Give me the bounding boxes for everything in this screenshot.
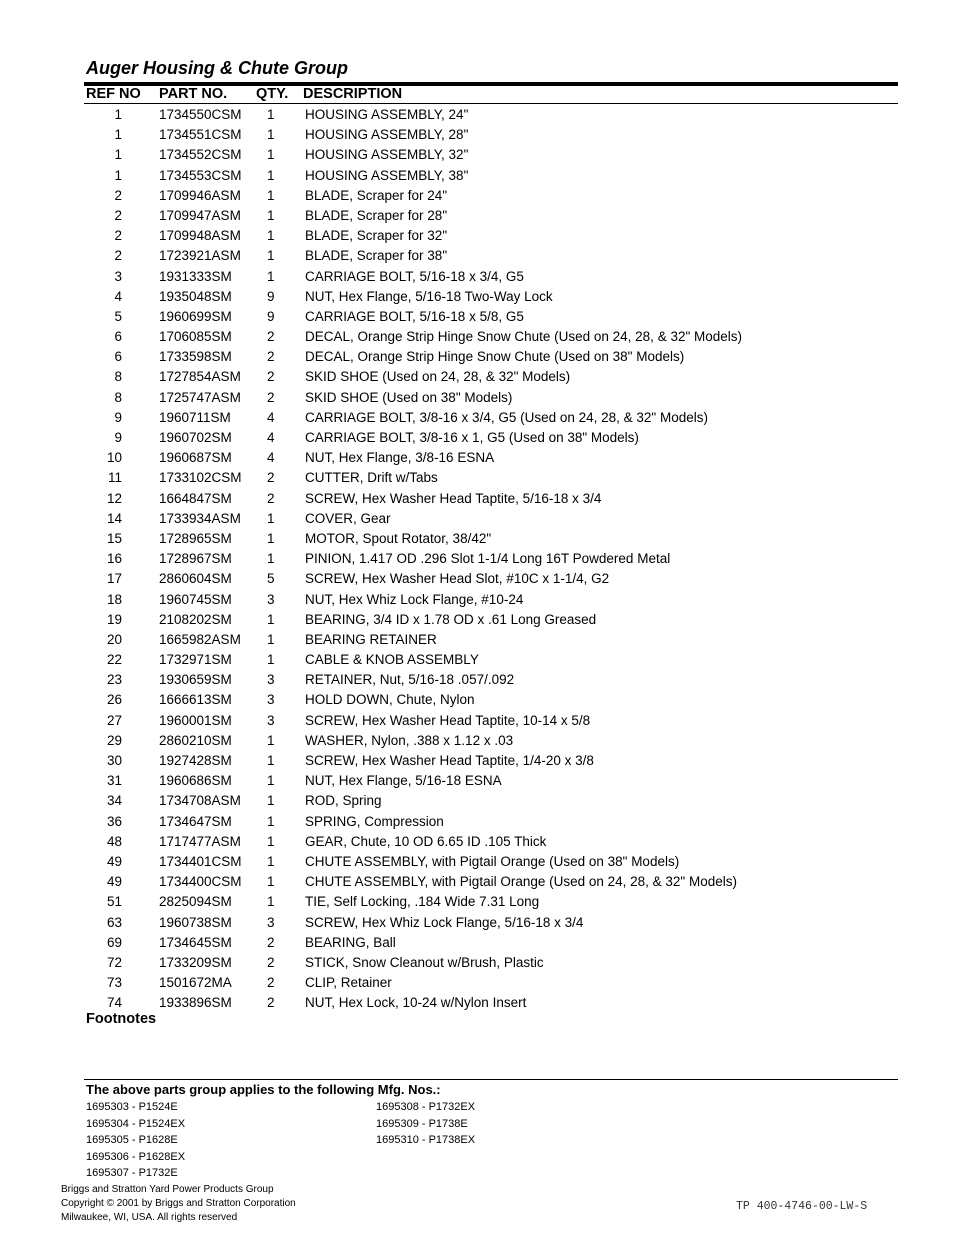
table-row bbox=[0, 409, 954, 429]
part-no-cell: 1734551CSM bbox=[159, 127, 242, 143]
ref-no-cell: 14 bbox=[106, 510, 122, 526]
description-cell: PINION, 1.417 OD .296 Slot 1-1/4 Long 16T Powdered Metal bbox=[305, 551, 671, 567]
table-row bbox=[0, 570, 954, 590]
ref-no-cell: 27 bbox=[106, 712, 122, 728]
part-no-cell: 1706085SM bbox=[159, 329, 232, 345]
ref-no-cell: 20 bbox=[106, 631, 122, 647]
mfg-number: 1695307 - P1732E bbox=[86, 1167, 178, 1179]
col-ref-header: REF NO bbox=[86, 86, 141, 102]
table-row bbox=[0, 893, 954, 913]
description-cell: SPRING, Compression bbox=[305, 813, 444, 829]
copyright-block bbox=[61, 1183, 296, 1225]
mfg-list-left bbox=[86, 1099, 185, 1182]
ref-no-cell: 49 bbox=[106, 874, 122, 890]
ref-no-cell: 34 bbox=[106, 793, 122, 809]
qty-cell: 1 bbox=[267, 753, 275, 768]
description-cell: CARRIAGE BOLT, 3/8-16 x 1, G5 (Used on 38" Models) bbox=[305, 430, 639, 445]
ref-no-cell: 74 bbox=[106, 995, 122, 1011]
ref-no-cell: 17 bbox=[106, 571, 122, 587]
part-no-cell: 1709947ASM bbox=[159, 207, 241, 223]
table-row bbox=[0, 247, 954, 267]
part-no-cell: 1666613SM bbox=[159, 692, 232, 708]
part-no-cell: 1935048SM bbox=[159, 288, 232, 304]
ref-no-cell: 12 bbox=[106, 490, 122, 506]
qty-cell: 1 bbox=[267, 853, 275, 869]
qty-cell: 2 bbox=[267, 954, 275, 970]
description-cell: ROD, Spring bbox=[305, 793, 382, 809]
ref-no-cell: 18 bbox=[106, 591, 122, 607]
table-row bbox=[0, 631, 954, 651]
table-row bbox=[0, 449, 954, 469]
qty-cell: 1 bbox=[267, 773, 275, 789]
part-no-cell: 1733102CSM bbox=[159, 470, 242, 486]
ref-no-cell: 30 bbox=[106, 753, 122, 768]
description-cell: DECAL, Orange Strip Hinge Snow Chute (Used on 24, 28, & 32" Models) bbox=[305, 329, 743, 345]
qty-cell: 5 bbox=[267, 571, 275, 587]
table-row bbox=[0, 752, 954, 772]
ref-no-cell: 51 bbox=[106, 894, 122, 910]
table-row bbox=[0, 510, 954, 530]
description-cell: BLADE, Scraper for 24" bbox=[305, 187, 448, 203]
table-row bbox=[0, 530, 954, 550]
table-row bbox=[0, 611, 954, 631]
description-cell: GEAR, Chute, 10 OD 6.65 ID .105 Thick bbox=[305, 833, 547, 849]
description-cell: CARRIAGE BOLT, 5/16-18 x 5/8, G5 bbox=[305, 308, 524, 324]
ref-no-cell: 36 bbox=[106, 813, 122, 829]
table-row bbox=[0, 469, 954, 489]
ref-no-cell: 3 bbox=[114, 268, 122, 284]
part-no-cell: 1733934ASM bbox=[159, 510, 241, 526]
qty-cell: 1 bbox=[267, 611, 275, 627]
table-row bbox=[0, 288, 954, 308]
part-no-cell: 1709948ASM bbox=[159, 228, 241, 244]
description-cell: NUT, Hex Whiz Lock Flange, #10-24 bbox=[305, 591, 524, 607]
mfg-number: 1695306 - P1628EX bbox=[86, 1150, 186, 1163]
qty-cell: 1 bbox=[267, 874, 275, 890]
description-cell: SCREW, Hex Washer Head Slot, #10C x 1-1/4, G2 bbox=[305, 571, 610, 587]
table-row bbox=[0, 187, 954, 207]
mfg-number: 1695309 - P1738E bbox=[376, 1117, 468, 1130]
description-cell: HOUSING ASSEMBLY, 38" bbox=[305, 167, 469, 183]
table-row bbox=[0, 712, 954, 732]
table-row bbox=[0, 691, 954, 711]
qty-cell: 9 bbox=[267, 308, 275, 324]
part-no-cell: 1960738SM bbox=[159, 914, 232, 930]
col-qty-header: QTY. bbox=[256, 86, 289, 102]
ref-no-cell: 63 bbox=[106, 914, 122, 930]
table-row bbox=[0, 308, 954, 328]
part-no-cell: 1960702SM bbox=[159, 430, 232, 445]
qty-cell: 3 bbox=[267, 591, 275, 607]
description-cell: CHUTE ASSEMBLY, with Pigtail Orange (Used on 24, 28, & 32" Models) bbox=[305, 874, 737, 890]
table-row bbox=[0, 167, 954, 187]
part-no-cell: 2860604SM bbox=[159, 571, 232, 587]
table-row bbox=[0, 813, 954, 833]
qty-cell: 2 bbox=[267, 389, 275, 405]
qty-cell: 2 bbox=[267, 369, 275, 385]
qty-cell: 1 bbox=[267, 894, 275, 910]
qty-cell: 4 bbox=[267, 409, 275, 425]
ref-no-cell: 5 bbox=[114, 308, 122, 324]
table-row bbox=[0, 934, 954, 954]
part-no-cell: 1927428SM bbox=[159, 753, 232, 768]
ref-no-cell: 1 bbox=[114, 127, 122, 143]
qty-cell: 1 bbox=[267, 631, 275, 647]
description-cell: BEARING, 3/4 ID x 1.78 OD x .61 Long Greased bbox=[305, 611, 597, 627]
description-cell: BLADE, Scraper for 38" bbox=[305, 248, 448, 264]
ref-no-cell: 73 bbox=[106, 975, 122, 991]
part-no-cell: 1960687SM bbox=[159, 450, 232, 466]
ref-no-cell: 6 bbox=[114, 349, 122, 365]
table-row bbox=[0, 550, 954, 570]
qty-cell: 3 bbox=[267, 914, 275, 930]
part-no-cell: 1727854ASM bbox=[159, 369, 241, 385]
mfg-number: 1695308 - P1732EX bbox=[376, 1101, 476, 1113]
description-cell: SKID SHOE (Used on 24, 28, & 32" Models) bbox=[305, 369, 571, 385]
description-cell: NUT, Hex Flange, 5/16-18 ESNA bbox=[305, 773, 502, 789]
header-rule bbox=[84, 103, 898, 104]
applies-rule bbox=[84, 1079, 898, 1080]
description-cell: HOUSING ASSEMBLY, 28" bbox=[305, 127, 469, 143]
ref-no-cell: 16 bbox=[106, 551, 122, 567]
description-cell: SCREW, Hex Washer Head Taptite, 1/4-20 x 3/8 bbox=[305, 753, 594, 768]
part-no-cell: 1931333SM bbox=[159, 268, 232, 284]
table-row bbox=[0, 328, 954, 348]
part-no-cell: 1734647SM bbox=[159, 813, 232, 829]
table-row bbox=[0, 429, 954, 449]
ref-no-cell: 48 bbox=[106, 833, 122, 849]
ref-no-cell: 10 bbox=[106, 450, 122, 466]
table-row bbox=[0, 974, 954, 994]
part-no-cell: 1734400CSM bbox=[159, 874, 242, 890]
table-row bbox=[0, 914, 954, 934]
qty-cell: 3 bbox=[267, 712, 275, 728]
description-cell: CLIP, Retainer bbox=[305, 975, 392, 991]
part-no-cell: 1734552CSM bbox=[159, 147, 242, 163]
description-cell: COVER, Gear bbox=[305, 510, 391, 526]
part-no-cell: 1734708ASM bbox=[159, 793, 241, 809]
qty-cell: 1 bbox=[267, 551, 275, 567]
description-cell: NUT, Hex Flange, 3/8-16 ESNA bbox=[305, 450, 495, 466]
ref-no-cell: 2 bbox=[114, 228, 122, 244]
description-cell: STICK, Snow Cleanout w/Brush, Plastic bbox=[305, 954, 544, 970]
ref-no-cell: 29 bbox=[106, 732, 122, 748]
qty-cell: 1 bbox=[267, 127, 275, 143]
ref-no-cell: 22 bbox=[106, 652, 122, 668]
table-row bbox=[0, 490, 954, 510]
part-no-cell: 1665982ASM bbox=[159, 631, 241, 647]
qty-cell: 2 bbox=[267, 490, 275, 506]
description-cell: SKID SHOE (Used on 38" Models) bbox=[305, 389, 513, 405]
part-no-cell: 2108202SM bbox=[159, 611, 232, 627]
part-no-cell: 1734553CSM bbox=[159, 167, 242, 183]
qty-cell: 1 bbox=[267, 228, 275, 244]
description-cell: HOUSING ASSEMBLY, 32" bbox=[305, 147, 469, 163]
description-cell: DECAL, Orange Strip Hinge Snow Chute (Used on 38" Models) bbox=[305, 349, 685, 365]
table-row bbox=[0, 591, 954, 611]
part-no-cell: 1733598SM bbox=[159, 349, 232, 365]
description-cell: HOLD DOWN, Chute, Nylon bbox=[305, 692, 475, 708]
table-row bbox=[0, 792, 954, 812]
ref-no-cell: 9 bbox=[114, 409, 122, 425]
description-cell: CUTTER, Drift w/Tabs bbox=[305, 470, 438, 486]
qty-cell: 1 bbox=[267, 732, 275, 748]
copyright-line: Milwaukee, WI, USA. All rights reserved bbox=[61, 1212, 238, 1223]
qty-cell: 1 bbox=[267, 207, 275, 223]
tp-code: TP 400-4746-00-LW-S bbox=[736, 1200, 868, 1213]
part-no-cell: 2825094SM bbox=[159, 894, 232, 910]
description-cell: HOUSING ASSEMBLY, 24" bbox=[305, 107, 469, 122]
col-desc-header: DESCRIPTION bbox=[303, 86, 403, 102]
ref-no-cell: 1 bbox=[114, 147, 122, 163]
table-row bbox=[0, 106, 954, 126]
qty-cell: 1 bbox=[267, 167, 275, 183]
col-part-header: PART NO. bbox=[159, 86, 228, 102]
qty-cell: 2 bbox=[267, 470, 275, 486]
qty-cell: 9 bbox=[267, 288, 275, 304]
ref-no-cell: 6 bbox=[114, 329, 122, 345]
part-no-cell: 1717477ASM bbox=[159, 833, 241, 849]
ref-no-cell: 1 bbox=[114, 167, 122, 183]
part-no-cell: 1734550CSM bbox=[159, 107, 242, 122]
ref-no-cell: 69 bbox=[106, 934, 122, 950]
description-cell: CHUTE ASSEMBLY, with Pigtail Orange (Used on 38" Models) bbox=[305, 853, 680, 869]
part-no-cell: 1728967SM bbox=[159, 551, 232, 567]
part-no-cell: 1732971SM bbox=[159, 652, 232, 668]
part-no-cell: 1725747ASM bbox=[159, 389, 241, 405]
ref-no-cell: 9 bbox=[114, 430, 122, 445]
part-no-cell: 1960686SM bbox=[159, 773, 232, 789]
ref-no-cell: 11 bbox=[107, 470, 122, 486]
part-no-cell: 1664847SM bbox=[159, 490, 232, 506]
description-cell: BEARING, Ball bbox=[305, 934, 396, 950]
part-no-cell: 1709946ASM bbox=[159, 187, 241, 203]
part-no-cell: 1501672MA bbox=[159, 975, 232, 991]
mfg-number: 1695305 - P1628E bbox=[86, 1134, 178, 1146]
qty-cell: 1 bbox=[267, 793, 275, 809]
parts-table bbox=[0, 106, 954, 1014]
part-no-cell: 1960745SM bbox=[159, 591, 232, 607]
table-header bbox=[86, 86, 898, 103]
qty-cell: 1 bbox=[267, 833, 275, 849]
qty-cell: 1 bbox=[267, 652, 275, 668]
ref-no-cell: 2 bbox=[114, 187, 122, 203]
qty-cell: 1 bbox=[267, 268, 275, 284]
qty-cell: 1 bbox=[267, 510, 275, 526]
ref-no-cell: 23 bbox=[106, 672, 122, 688]
part-no-cell: 1960699SM bbox=[159, 308, 232, 324]
part-no-cell: 1723921ASM bbox=[159, 248, 241, 264]
part-no-cell: 1933896SM bbox=[159, 995, 232, 1011]
description-cell: WASHER, Nylon, .388 x 1.12 x .03 bbox=[305, 732, 514, 748]
qty-cell: 2 bbox=[267, 975, 275, 991]
table-row bbox=[0, 671, 954, 691]
qty-cell: 1 bbox=[267, 187, 275, 203]
part-no-cell: 2860210SM bbox=[159, 732, 232, 748]
qty-cell: 1 bbox=[267, 107, 275, 122]
ref-no-cell: 2 bbox=[114, 207, 122, 223]
ref-no-cell: 4 bbox=[114, 288, 122, 304]
description-cell: NUT, Hex Flange, 5/16-18 Two-Way Lock bbox=[305, 288, 553, 304]
mfg-number: 1695304 - P1524EX bbox=[86, 1117, 186, 1130]
part-no-cell: 1734645SM bbox=[159, 934, 232, 950]
ref-no-cell: 8 bbox=[114, 369, 122, 385]
table-row bbox=[0, 227, 954, 247]
qty-cell: 2 bbox=[267, 995, 275, 1011]
qty-cell: 4 bbox=[267, 430, 275, 445]
ref-no-cell: 8 bbox=[114, 389, 122, 405]
qty-cell: 1 bbox=[267, 147, 275, 163]
description-cell: RETAINER, Nut, 5/16-18 .057/.092 bbox=[305, 672, 515, 688]
page-title: Auger Housing & Chute Group bbox=[86, 58, 348, 78]
mfg-list-right bbox=[376, 1099, 475, 1149]
qty-cell: 1 bbox=[267, 248, 275, 264]
table-row bbox=[0, 146, 954, 166]
description-cell: BLADE, Scraper for 28" bbox=[305, 207, 448, 223]
mfg-number: 1695310 - P1738EX bbox=[376, 1134, 476, 1146]
part-no-cell: 1930659SM bbox=[159, 672, 232, 688]
description-cell: BLADE, Scraper for 32" bbox=[305, 228, 448, 244]
description-cell: SCREW, Hex Washer Head Taptite, 10-14 x 5/8 bbox=[305, 712, 591, 728]
qty-cell: 1 bbox=[267, 530, 275, 546]
qty-cell: 2 bbox=[267, 329, 275, 345]
description-cell: TIE, Self Locking, .184 Wide 7.31 Long bbox=[305, 894, 540, 910]
copyright-line: Briggs and Stratton Yard Power Products Group bbox=[61, 1184, 274, 1195]
applies-heading: The above parts group applies to the following Mfg. Nos.: bbox=[86, 1082, 441, 1097]
mfg-number: 1695303 - P1524E bbox=[86, 1101, 178, 1113]
qty-cell: 1 bbox=[267, 813, 275, 829]
description-cell: CARRIAGE BOLT, 3/8-16 x 3/4, G5 (Used on 24, 28, & 32" Models) bbox=[305, 409, 708, 425]
ref-no-cell: 26 bbox=[106, 692, 122, 708]
ref-no-cell: 72 bbox=[106, 954, 122, 970]
description-cell: CARRIAGE BOLT, 5/16-18 x 3/4, G5 bbox=[305, 268, 524, 284]
ref-no-cell: 31 bbox=[106, 773, 122, 789]
table-row bbox=[0, 651, 954, 671]
table-row bbox=[0, 772, 954, 792]
table-row bbox=[0, 207, 954, 227]
description-cell: MOTOR, Spout Rotator, 38/42" bbox=[305, 530, 492, 546]
table-row bbox=[0, 268, 954, 288]
description-cell: SCREW, Hex Washer Head Taptite, 5/16-18 x 3/4 bbox=[305, 490, 602, 506]
description-cell: BEARING RETAINER bbox=[305, 631, 437, 647]
description-cell: CABLE & KNOB ASSEMBLY bbox=[305, 652, 479, 668]
description-cell: NUT, Hex Lock, 10-24 w/Nylon Insert bbox=[305, 995, 527, 1011]
ref-no-cell: 2 bbox=[114, 248, 122, 264]
ref-no-cell: 19 bbox=[106, 611, 122, 627]
part-no-cell: 1728965SM bbox=[159, 530, 232, 546]
qty-cell: 2 bbox=[267, 349, 275, 365]
footnotes-label: Footnotes bbox=[86, 1011, 157, 1027]
ref-no-cell: 1 bbox=[114, 107, 122, 122]
qty-cell: 2 bbox=[267, 934, 275, 950]
part-no-cell: 1960711SM bbox=[159, 409, 231, 425]
table-row bbox=[0, 126, 954, 146]
qty-cell: 4 bbox=[267, 450, 275, 466]
description-cell: SCREW, Hex Whiz Lock Flange, 5/16-18 x 3/4 bbox=[305, 914, 584, 930]
table-row bbox=[0, 954, 954, 974]
table-row bbox=[0, 348, 954, 368]
table-row bbox=[0, 833, 954, 853]
qty-cell: 3 bbox=[267, 692, 275, 708]
table-row bbox=[0, 853, 954, 873]
ref-no-cell: 15 bbox=[106, 530, 122, 546]
part-no-cell: 1960001SM bbox=[159, 712, 232, 728]
qty-cell: 3 bbox=[267, 672, 275, 688]
table-row bbox=[0, 873, 954, 893]
ref-no-cell: 49 bbox=[106, 853, 122, 869]
table-row bbox=[0, 389, 954, 409]
part-no-cell: 1734401CSM bbox=[159, 853, 242, 869]
copyright-line: Copyright © 2001 by Briggs and Stratton Corporation bbox=[61, 1198, 296, 1209]
table-row bbox=[0, 732, 954, 752]
table-row bbox=[0, 368, 954, 388]
part-no-cell: 1733209SM bbox=[159, 954, 232, 970]
